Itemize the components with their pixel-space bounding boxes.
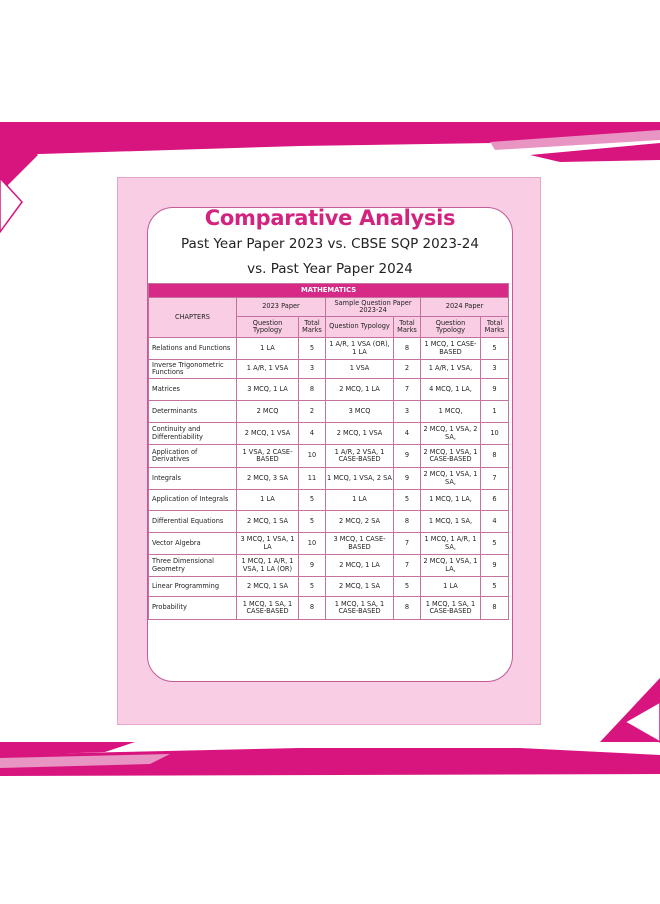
- sqp-marks-cell: 8: [394, 511, 421, 533]
- paper-2024-header: 2024 Paper: [421, 298, 509, 317]
- paper-2024-typology-cell: 1 A/R, 1 VSA,: [421, 360, 481, 379]
- paper-2023-marks-cell: 9: [299, 555, 326, 577]
- paper-2023-marks-cell: 5: [299, 511, 326, 533]
- chapter-cell: Differential Equations: [149, 511, 237, 533]
- paper-2024-marks-cell: 9: [481, 379, 509, 401]
- paper-2023-header: 2023 Paper: [237, 298, 326, 317]
- page-subtitle-line1: Past Year Paper 2023 vs. CBSE SQP 2023-24: [181, 236, 479, 252]
- paper-2024-marks-cell: 6: [481, 490, 509, 511]
- paper-2023-marks-cell: 5: [299, 490, 326, 511]
- table-row: [149, 445, 509, 468]
- table-row: [149, 577, 509, 597]
- table-row: [149, 423, 509, 445]
- sqp-typology-cell: 1 MCQ, 1 VSA, 2 SA: [326, 468, 394, 490]
- sqp-marks-cell: 8: [394, 338, 421, 360]
- page-subtitle-line2: vs. Past Year Paper 2024: [247, 261, 413, 277]
- sqp-typology-cell: 2 MCQ, 1 LA: [326, 379, 394, 401]
- paper-2023-typology-cell: 1 MCQ, 1 A/R, 1 VSA, 1 LA (OR): [237, 555, 299, 577]
- paper-2023-marks-cell: 4: [299, 423, 326, 445]
- sqp-typology-cell: 2 MCQ, 1 VSA: [326, 423, 394, 445]
- page-title: Comparative Analysis: [204, 206, 456, 230]
- paper-2024-marks-cell: 5: [481, 533, 509, 555]
- typology-header: Question Typology: [237, 317, 299, 338]
- paper-2024-typology-cell: 2 MCQ, 1 VSA, 1 CASE-BASED: [421, 445, 481, 468]
- sqp-typology-cell: 1 VSA: [326, 360, 394, 379]
- chapter-cell: Relations and Functions: [149, 338, 237, 360]
- paper-2024-typology-cell: 1 MCQ, 1 LA,: [421, 490, 481, 511]
- paper-2023-typology-cell: 2 MCQ, 1 SA: [237, 577, 299, 597]
- sqp-typology-cell: 2 MCQ, 1 SA: [326, 577, 394, 597]
- paper-2023-typology-cell: 2 MCQ: [237, 401, 299, 423]
- paper-2023-marks-cell: 5: [299, 338, 326, 360]
- paper-2024-typology-cell: 4 MCQ, 1 LA,: [421, 379, 481, 401]
- paper-2023-marks-cell: 8: [299, 597, 326, 620]
- paper-2024-typology-cell: 2 MCQ, 1 VSA, 2 SA,: [421, 423, 481, 445]
- typology-header: Question Typology: [421, 317, 481, 338]
- marks-header: Total Marks: [394, 317, 421, 338]
- table-row: [149, 533, 509, 555]
- paper-2023-marks-cell: 10: [299, 445, 326, 468]
- subject-header: MATHEMATICS: [149, 284, 509, 298]
- sqp-marks-cell: 5: [394, 577, 421, 597]
- table-row: [149, 379, 509, 401]
- sqp-marks-cell: 2: [394, 360, 421, 379]
- chapter-cell: Continuity and Differentiability: [149, 423, 237, 445]
- chapter-cell: Integrals: [149, 468, 237, 490]
- paper-2024-typology-cell: 1 MCQ, 1 CASE-BASED: [421, 338, 481, 360]
- sqp-typology-cell: 1 LA: [326, 490, 394, 511]
- paper-2023-marks-cell: 3: [299, 360, 326, 379]
- marks-header: Total Marks: [299, 317, 326, 338]
- chapters-header: CHAPTERS: [149, 298, 237, 338]
- chapter-cell: Application of Integrals: [149, 490, 237, 511]
- paper-2024-marks-cell: 5: [481, 577, 509, 597]
- sqp-typology-cell: 1 A/R, 1 VSA (OR), 1 LA: [326, 338, 394, 360]
- typology-header: Question Typology: [326, 317, 394, 338]
- paper-2024-marks-cell: 9: [481, 555, 509, 577]
- sqp-2023-24-header: Sample Question Paper 2023-24: [326, 298, 421, 317]
- paper-2024-marks-cell: 1: [481, 401, 509, 423]
- paper-2023-marks-cell: 11: [299, 468, 326, 490]
- paper-2024-marks-cell: 3: [481, 360, 509, 379]
- paper-2023-typology-cell: 2 MCQ, 1 VSA: [237, 423, 299, 445]
- paper-2023-typology-cell: 1 LA: [237, 338, 299, 360]
- table-row: [149, 555, 509, 577]
- top-left-white-triangle: [0, 178, 22, 232]
- sqp-marks-cell: 4: [394, 423, 421, 445]
- chapter-cell: Inverse Trigonometric Functions: [149, 360, 237, 379]
- sqp-marks-cell: 5: [394, 490, 421, 511]
- chapter-cell: Determinants: [149, 401, 237, 423]
- table-row: [149, 360, 509, 379]
- paper-2023-typology-cell: 3 MCQ, 1 VSA, 1 LA: [237, 533, 299, 555]
- paper-2024-typology-cell: 1 LA: [421, 577, 481, 597]
- table-row: [149, 511, 509, 533]
- paper-2023-marks-cell: 8: [299, 379, 326, 401]
- sqp-typology-cell: 1 A/R, 2 VSA, 1 CASE-BASED: [326, 445, 394, 468]
- paper-2023-typology-cell: 1 MCQ, 1 SA, 1 CASE-BASED: [237, 597, 299, 620]
- sqp-typology-cell: 3 MCQ, 1 CASE-BASED: [326, 533, 394, 555]
- sqp-marks-cell: 9: [394, 445, 421, 468]
- paper-2023-typology-cell: 1 A/R, 1 VSA: [237, 360, 299, 379]
- marks-header: Total Marks: [481, 317, 509, 338]
- sqp-typology-cell: 3 MCQ: [326, 401, 394, 423]
- table-row: [149, 338, 509, 360]
- sqp-marks-cell: 8: [394, 597, 421, 620]
- paper-2023-typology-cell: 1 LA: [237, 490, 299, 511]
- paper-2024-typology-cell: 1 MCQ, 1 SA, 1 CASE-BASED: [421, 597, 481, 620]
- sqp-marks-cell: 7: [394, 555, 421, 577]
- paper-2024-marks-cell: 8: [481, 445, 509, 468]
- paper-2024-typology-cell: 1 MCQ, 1 A/R, 1 SA,: [421, 533, 481, 555]
- chapter-cell: Linear Programming: [149, 577, 237, 597]
- table-row: [149, 401, 509, 423]
- sqp-marks-cell: 7: [394, 533, 421, 555]
- paper-2024-typology-cell: 1 MCQ,: [421, 401, 481, 423]
- chapter-cell: Probability: [149, 597, 237, 620]
- sqp-marks-cell: 3: [394, 401, 421, 423]
- sqp-marks-cell: 7: [394, 379, 421, 401]
- table-row: [149, 490, 509, 511]
- sqp-marks-cell: 9: [394, 468, 421, 490]
- paper-2023-typology-cell: 3 MCQ, 1 LA: [237, 379, 299, 401]
- paper-2023-marks-cell: 10: [299, 533, 326, 555]
- sqp-typology-cell: 2 MCQ, 2 SA: [326, 511, 394, 533]
- paper-2023-marks-cell: 2: [299, 401, 326, 423]
- paper-2023-typology-cell: 2 MCQ, 3 SA: [237, 468, 299, 490]
- table-row: [149, 597, 509, 620]
- paper-2024-marks-cell: 7: [481, 468, 509, 490]
- paper-2024-typology-cell: 1 MCQ, 1 SA,: [421, 511, 481, 533]
- chapter-cell: Matrices: [149, 379, 237, 401]
- chapter-cell: Three Dimensional Geometry: [149, 555, 237, 577]
- chapter-cell: Application of Derivatives: [149, 445, 237, 468]
- paper-2024-typology-cell: 2 MCQ, 1 VSA, 1 LA,: [421, 555, 481, 577]
- paper-2024-marks-cell: 8: [481, 597, 509, 620]
- table-row: [149, 468, 509, 490]
- sqp-typology-cell: 2 MCQ, 1 LA: [326, 555, 394, 577]
- sqp-typology-cell: 1 MCQ, 1 SA, 1 CASE-BASED: [326, 597, 394, 620]
- paper-2024-marks-cell: 10: [481, 423, 509, 445]
- paper-2023-typology-cell: 1 VSA, 2 CASE-BASED: [237, 445, 299, 468]
- paper-2024-typology-cell: 2 MCQ, 1 VSA, 1 SA,: [421, 468, 481, 490]
- paper-2024-marks-cell: 4: [481, 511, 509, 533]
- comparison-table: [148, 283, 509, 620]
- chapter-cell: Vector Algebra: [149, 533, 237, 555]
- paper-2023-typology-cell: 2 MCQ, 1 SA: [237, 511, 299, 533]
- paper-2023-marks-cell: 5: [299, 577, 326, 597]
- paper-2024-marks-cell: 5: [481, 338, 509, 360]
